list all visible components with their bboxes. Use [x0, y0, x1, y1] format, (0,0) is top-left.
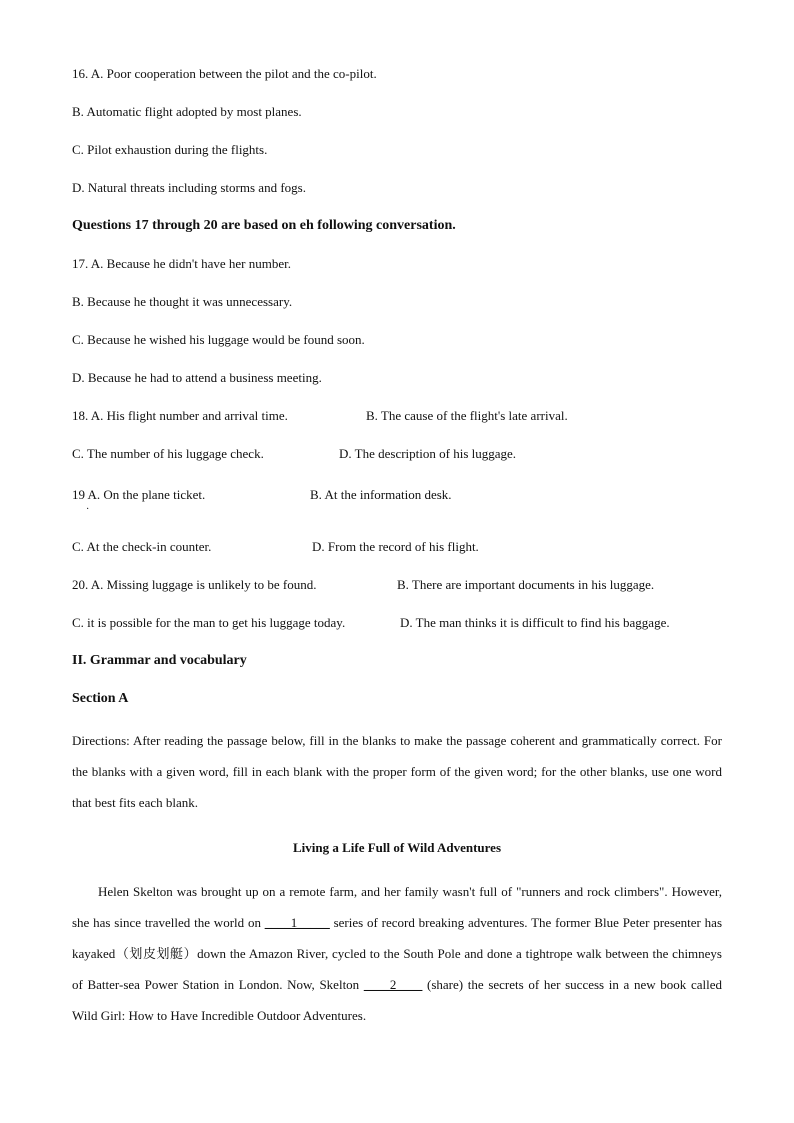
q19-option-c: C. At the check-in counter. [72, 539, 212, 554]
q16-option-b: B. Automatic flight adopted by most planes. [72, 104, 302, 119]
directions-text: Directions: After reading the passage below, fill in the blanks to make the passage coherent and grammatically correct. For the blanks with a given word, fill in each blank with the proper form of the given word; for the other blanks, use one word that best fits each blank. [72, 733, 722, 810]
q17-option-a: 17. A. Because he didn't have her number. [72, 256, 291, 271]
q20-option-b: B. There are important documents in his luggage. [397, 577, 655, 592]
passage-title: Living a Life Full of Wild Adventures [292, 840, 502, 855]
conversation-heading: Questions 17 through 20 are based on eh following conversation. [72, 218, 456, 233]
q16-option-d: D. Natural threats including storms and fogs. [72, 180, 306, 195]
passage-text-part2: series of record breaking adventures. The former Blue Peter presenter has kayaked（划皮划艇）down the Amazon River, cycled to the South Pole and done a tightrope walk between the chimneys of Batter-sea Power Station in London. Now, Skelton [72, 915, 723, 992]
q16-option-c: C. Pilot exhaustion during the flights. [72, 142, 268, 157]
q17-option-b: B. Because he thought it was unnecessary. [72, 294, 293, 309]
q20-option-a: 20. A. Missing luggage is unlikely to be found. [72, 577, 317, 592]
q17-option-c: C. Because he wished his luggage would be found soon. [72, 332, 365, 347]
blank-1: ____1_____ [264, 915, 330, 930]
blank-2: ____2____ [363, 977, 423, 992]
q18-option-d: D. The description of his luggage. [339, 446, 517, 461]
q20-option-d: D. The man thinks it is difficult to find his baggage. [400, 615, 670, 630]
q18-option-a: 18. A. His flight number and arrival time. [72, 408, 288, 423]
q17-option-d: D. Because he had to attend a business meeting. [72, 370, 322, 385]
passage-paragraph [72, 876, 722, 1031]
q19-option-b: B. At the information desk. [310, 487, 452, 502]
section2-heading: II. Grammar and vocabulary [72, 653, 247, 668]
q18-option-b: B. The cause of the flight's late arrival. [366, 408, 568, 423]
q20-option-c: C. it is possible for the man to get his luggage today. [72, 615, 346, 630]
q16-option-a: 16. A. Poor cooperation between the pilot and the co-pilot. [72, 66, 377, 81]
q19-option-d: D. From the record of his flight. [312, 539, 479, 554]
section-a-heading: Section A [72, 691, 129, 706]
q18-option-c: C. The number of his luggage check. [72, 446, 264, 461]
passage-text-part1: Helen Skelton was brought up on a remote farm, and her family wasn't full of "runners and rock climbers". However, she has since travelled the world on [72, 884, 722, 930]
passage-text-part3: (share) the secrets of her success in a new book called Wild Girl: How to Have Incredible Outdoor Adventures. [72, 977, 723, 1023]
q19-option-a: 19 A. On the plane ticket. [72, 487, 206, 502]
stray-dot-mark: · [86, 504, 90, 515]
